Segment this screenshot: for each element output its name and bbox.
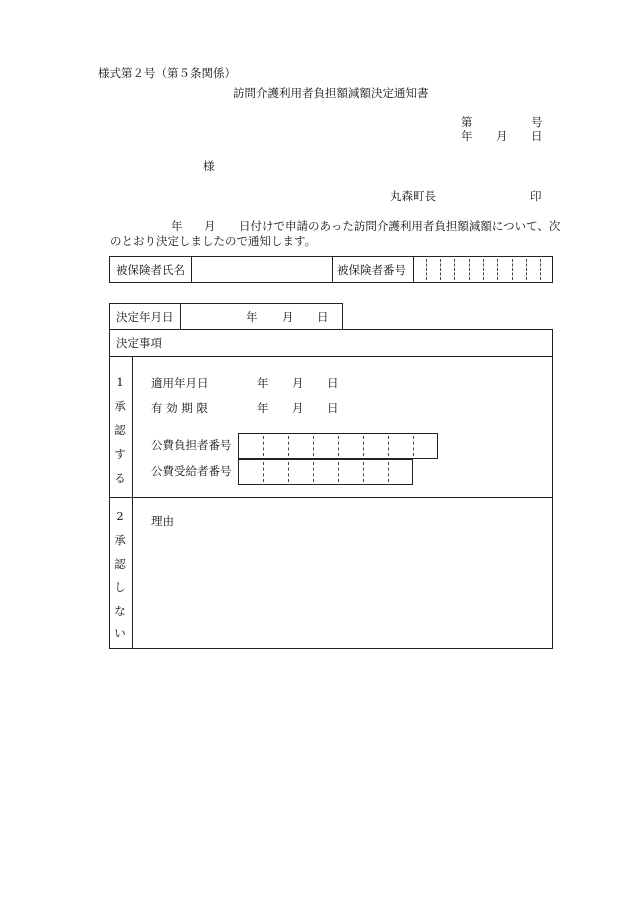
reject-char: 承	[114, 533, 126, 547]
approve-char: 承	[114, 399, 126, 413]
insured-number-cells[interactable]	[414, 257, 552, 282]
decision-matters-table	[109, 329, 553, 649]
issuer-name: 丸森町長	[390, 189, 436, 203]
insured-number-label: 被保険者番号	[337, 263, 406, 277]
body-line1: 日付けで申請のあった訪問介護利用者負担額減額について、次	[239, 219, 561, 233]
public-recipient-number-cells[interactable]	[238, 459, 413, 485]
approve-char: 認	[114, 423, 126, 437]
decision-date-box	[109, 303, 343, 330]
approve-char: す	[114, 447, 126, 461]
reason-label: 理由	[151, 514, 174, 528]
page-title: 訪問介護利用者負担額減額決定通知書	[233, 86, 429, 100]
public-recipient-label: 公費受給者番号	[151, 464, 232, 478]
decision-matters-label: 決定事項	[116, 336, 162, 350]
reject-char: な	[114, 604, 126, 618]
approve-char: る	[114, 471, 126, 485]
apply-day: 日	[327, 376, 339, 390]
number-dai: 第	[461, 115, 473, 129]
apply-date-label: 適用年月日	[151, 376, 209, 390]
apply-month: 月	[292, 376, 304, 390]
addressee-sama: 様	[203, 159, 215, 173]
valid-year: 年	[257, 401, 269, 415]
insured-table	[109, 256, 553, 283]
valid-day: 日	[327, 401, 339, 415]
public-burden-number-cells[interactable]	[238, 433, 438, 459]
body-month: 月	[204, 219, 216, 233]
reject-char: 認	[114, 557, 126, 571]
body-year: 年	[171, 219, 183, 233]
issue-year: 年	[461, 129, 473, 143]
decision-month: 月	[282, 310, 294, 324]
issue-day: 日	[531, 129, 543, 143]
valid-month: 月	[292, 401, 304, 415]
reject-number: 2	[116, 509, 124, 523]
decision-year: 年	[246, 310, 258, 324]
reject-char: い	[114, 626, 126, 640]
decision-date-label: 決定年月日	[116, 310, 174, 324]
issue-month: 月	[496, 129, 508, 143]
number-go: 号	[531, 115, 543, 129]
issuer-seal: 印	[530, 189, 542, 203]
insured-name-label: 被保険者氏名	[116, 263, 185, 277]
public-burden-label: 公費負担者番号	[151, 438, 232, 452]
decision-day: 日	[317, 310, 329, 324]
apply-year: 年	[257, 376, 269, 390]
reject-char: し	[114, 580, 126, 594]
valid-period-label: 有 効 期 限	[151, 401, 208, 415]
approve-number: 1	[116, 375, 124, 389]
form-label: 様式第２号（第５条関係）	[98, 66, 236, 80]
insured-name-field[interactable]	[196, 265, 330, 279]
body-line2: のとおり決定しましたので通知します。	[110, 234, 317, 248]
